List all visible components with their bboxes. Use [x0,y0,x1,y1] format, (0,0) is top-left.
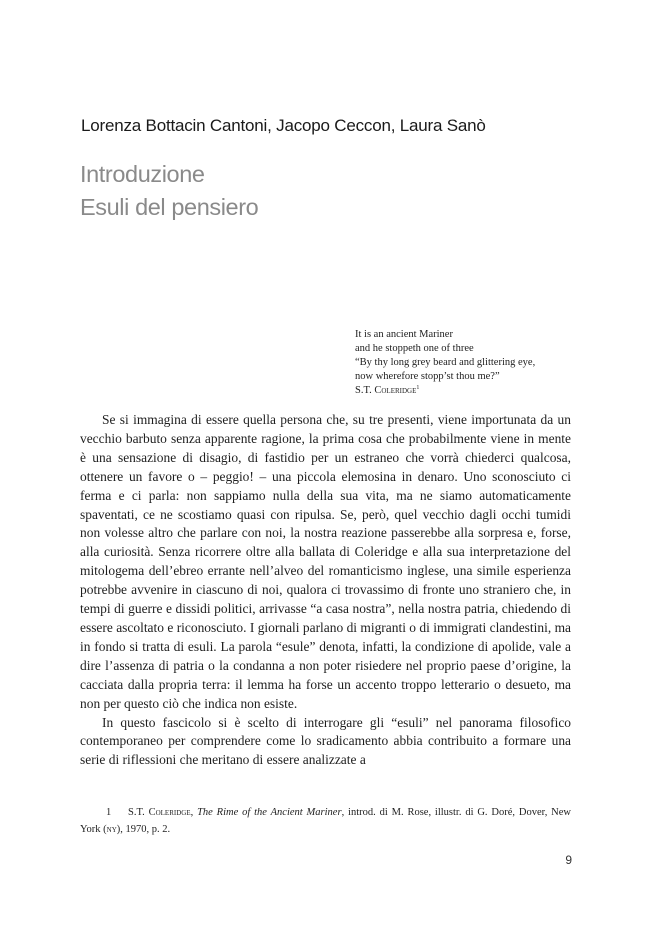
epigraph-line: now wherefore stopp’st thou me?” [355,371,500,382]
authors: Lorenza Bottacin Cantoni, Jacopo Ceccon, Laura Sanò [81,116,486,135]
chapter-title [80,158,258,224]
footnote-separator: , [190,807,198,818]
epigraph-line: and he stoppeth one of three [355,343,474,354]
epigraph-source-name: Coleridge [374,385,417,396]
footnote-reference[interactable]: 1 [416,385,420,391]
body-text [80,411,571,770]
footnote-work-title: The Rime of the Ancient Mariner [197,807,342,818]
epigraph-line: “By thy long grey beard and glittering eye, [355,357,536,368]
chapter-title-line-1: Introduzione [80,161,205,187]
footnote-initials: S.T. [128,807,149,818]
chapter-title-line-2: Esuli del pensiero [80,194,259,220]
footnote-number: 1 [106,807,112,818]
footnote-author: Coleridge [148,807,191,818]
footnote-state: (ny) [103,824,121,835]
footnote-date-page: , 1970, p. 2. [120,824,171,835]
page-number: 9 [565,853,572,867]
paragraph: In questo fascicolo si è scelto di interrogare gli “esuli” nel panorama filosofico contemporaneo per comprendere come lo sradicamento abbia contribuito a formare una serie di riflessioni che meritano di essere analizzate a [80,714,571,768]
epigraph [355,328,570,398]
epigraph-source-initials: S.T. [355,385,375,396]
paragraph: Se si immagina di essere quella persona che, su tre presenti, viene importunata da un vecchio barbuto senza apparente ragione, la prima cosa che probabilmente viene in mente è una sensazione di disagio, di fastidio per un estraneo che vorrà chiederci qualcosa, ottenere un favore o – peggio! – una piccola elemosina in denaro. Uno sconosciuto ci ferma e ci parla: non sappiamo nulla della sua vita, ma ne siamo automaticamente spaventati, ce ne scostiamo quasi con ripulsa. Se, però, quel vecchio dagli occhi tumidi non volesse altro che parlare con noi, la nostra reazione passerebbe alla sorpresa e, forse, alla curiosità. Senza ricorrere oltre alla ballata di Coleridge e alla sua interpretazione del mitologema dell’ebreo errante nell’alveo del romanticismo inglese, una simile esperienza potrebbe avvenire in ciascuno di noi, qualora ci trovassimo di fronte uno straniero che, in tempi di guerre e dissidi politici, arrivasse “a casa nostra”, nella nostra patria, chiedendo di essere ascoltato e riconosciuto. I giornali parlano di migranti o di immigrati clandestini, ma in fondo si tratta di esuli. La parola “esule” denota, infatti, la condizione di apolide, vale a dire l’assenza di patria o la condanna a non poter risiedere nel proprio paese d’origine, la cacciata dalla propria terra: il lemma ha forse un accento troppo letterario o desueto, ma non per questo ciò che indica non esiste. [80,412,571,711]
footnote [80,804,571,838]
epigraph-line: It is an ancient Mariner [355,329,453,340]
epigraph-source [355,384,570,398]
footnote-details: , introd. di M. Rose, illustr. di G. Doré, Dover, New York [80,807,572,835]
